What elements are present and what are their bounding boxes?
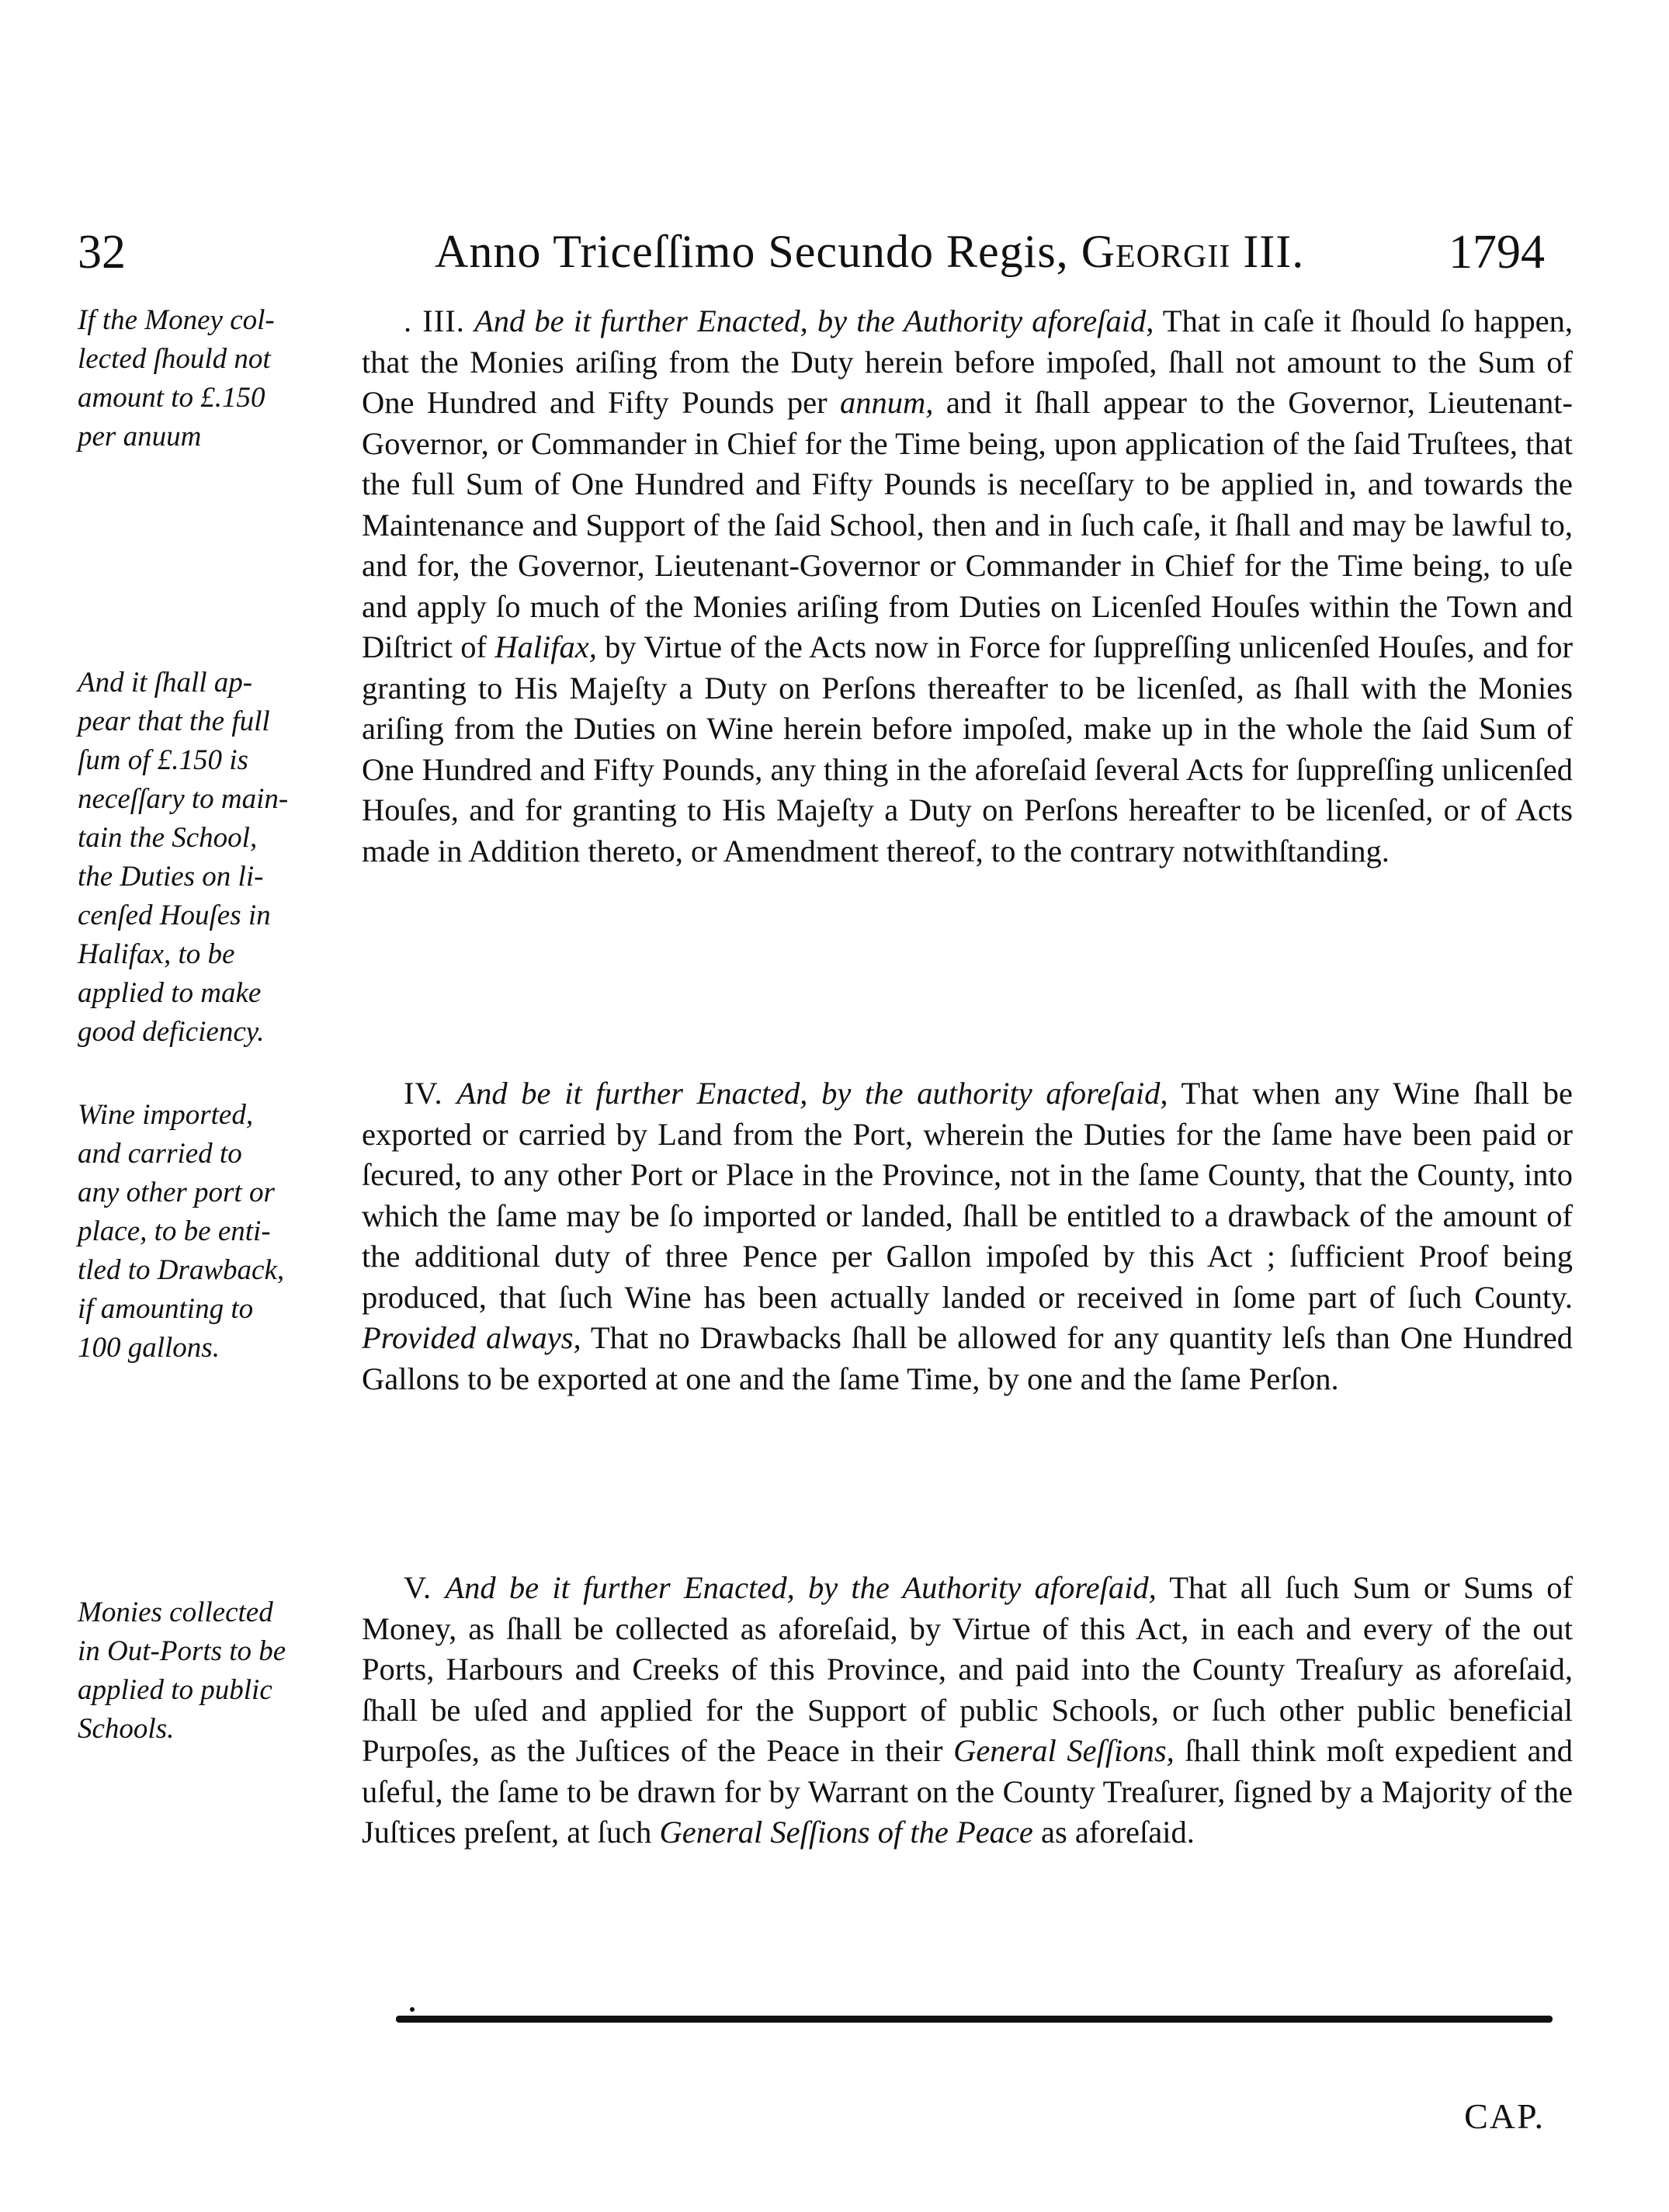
margin-note-line: pear that the full: [78, 706, 270, 737]
margin-note-line: tain the School,: [78, 822, 258, 854]
closing-rule: [396, 2016, 1553, 2023]
section-text: That when any Wine ſhall be exported or carried by Land from the Port, wherein the Duties for the ſame have been paid or ſecured, to any other Port or Place in the Province, not in the ſame County, that the County, into which the ſame may be ſo imported or landed, ſhall be entitled to a drawback of the amount of the additional duty of three Pence per Gallon impoſed by this Act ; ſufficient Proof being produced, that ſuch Wine has been actually landed or received in ſome part of ſuch County.: [362, 1076, 1573, 1315]
margin-note-line: Schools.: [78, 1713, 175, 1745]
section-4: [362, 1073, 1573, 1399]
margin-note-line: And it ſhall ap-: [78, 667, 253, 699]
year: 1794: [1449, 226, 1545, 279]
margin-note-line: Monies collected: [78, 1597, 273, 1628]
margin-note-line: Wine imported,: [78, 1099, 254, 1131]
margin-note-line: the Duties on li-: [78, 861, 264, 893]
proviso: Provided always,: [362, 1320, 581, 1355]
section-text: and it ſhall appear to the Governor, Lieutenant-Governor, or Commander in Chief for the Time being, upon application of the ſaid Truſtees, that the full Sum of One Hundred and Fifty Pounds is neceſſary to be applied in, and towards the Maintenance and Support of the ſaid School, then and in ſuch caſe, it ſhall and may be lawful to, and for, the Governor, Lieutenant-Governor or Commander in Chief for the Time being, to uſe and apply ſo much of the Monies ariſing from Duties on Licenſed Houſes within the Town and Diſtrict of: [362, 385, 1574, 664]
margin-note-line: good deficiency.: [78, 1016, 265, 1048]
section-italic: annum,: [840, 385, 934, 420]
catchword: CAP.: [1464, 2096, 1545, 2136]
section-text: That in caſe it ſhould ſo happen, that the Monies ariſing from the Duty herein before impoſed, ſhall not amount to the Sum of One Hundred and Fifty Pounds per: [362, 303, 1574, 420]
section-italic: General Seſſions of the Peace: [659, 1815, 1033, 1850]
margin-note-2: [78, 664, 334, 1052]
margin-note-line: neceſſary to main-: [78, 783, 289, 815]
section-number: IV.: [404, 1076, 443, 1111]
margin-note-line: ſum of £.150 is: [78, 744, 248, 776]
margin-note-line: amount to £.150: [78, 382, 265, 414]
section-text: That no Drawbacks ſhall be allowed for any quantity leſs than One Hundred Gallons to be exported at one and the ſame Time, by one and the ſame Perſon.: [362, 1320, 1574, 1396]
margin-note-line: If the Money col-: [78, 304, 275, 336]
margin-note-line: per anuum: [78, 421, 202, 452]
section-number: V.: [404, 1570, 432, 1605]
margin-note-line: applied to make: [78, 977, 262, 1009]
margin-note-line: applied to public: [78, 1674, 272, 1706]
section-text: by Virtue of the Acts now in Force for ſuppreſſing unlicenſed Houſes, and for granting to His Majeſty a Duty on Perſons thereafter to be licenſed, as ſhall with the Monies ariſing from the Duties on Wine herein before impoſed, make up in the whole the ſaid Sum of One Hundred and Fifty Pounds, any thing in the aforeſaid ſeveral Acts for ſuppreſſing unlicenſed Houſes, and for granting to His Majeſty a Duty on Perſons hereafter to be licenſed, or of Acts made in Addition thereto, or Amendment thereof, to the contrary notwithſtanding.: [362, 629, 1574, 869]
margin-note-line: 100 gallons.: [78, 1332, 220, 1364]
enacting-clause: And be it further Enacted, by the Authority aforeſaid,: [474, 303, 1154, 338]
margin-note-3: [78, 1096, 334, 1368]
section-number: . III.: [404, 303, 465, 338]
margin-note-line: lected ſhould not: [78, 343, 271, 375]
page-number: 32: [78, 226, 126, 279]
margin-note-line: any other port or: [78, 1177, 275, 1208]
section-3: [362, 301, 1573, 872]
margin-note-line: if amounting to: [78, 1293, 254, 1325]
margin-note-line: place, to be enti-: [78, 1215, 271, 1247]
margin-note-line: in Out-Ports to be: [78, 1635, 286, 1667]
running-head: [78, 225, 1545, 287]
margin-note-4: [78, 1593, 334, 1749]
place-name: Halifax,: [494, 629, 597, 664]
enacting-clause: And be it further Enacted, by the authority aforeſaid,: [456, 1076, 1168, 1111]
enacting-clause: And be it further Enacted, by the Authority aforeſaid,: [445, 1570, 1157, 1605]
margin-note-line: cenſed Houſes in: [78, 900, 271, 931]
running-title-king: Georgii III.: [1081, 226, 1305, 277]
margin-note-line: Halifax, to be: [78, 938, 235, 970]
rule-ornament: [410, 2007, 415, 2012]
section-italic: General Seſſions,: [953, 1733, 1175, 1768]
section-text: as aforeſaid.: [1041, 1815, 1195, 1850]
section-text: That all ſuch Sum or Sums of Money, as ſhall be collected as aforeſaid, by Virtue of this Act, in each and every of the out Ports, Harbours and Creeks of this Province, and paid into the County Treaſury as aforeſaid, ſhall be uſed and applied for the Support of public Schools, or ſuch other public beneficial Purpoſes, as the Juſtices of the Peace in their: [362, 1570, 1574, 1768]
margin-note-1: [78, 301, 334, 456]
section-text: ſhall think moſt expedient and uſeful, the ſame to be drawn for by Warrant on the County Treaſurer, ſigned by a Majority of the Juſtices preſent, at ſuch: [362, 1733, 1573, 1850]
running-title-prefix: Anno Triceſſimo Secundo Regis,: [435, 226, 1069, 277]
margin-note-line: and carried to: [78, 1138, 242, 1170]
section-5: [362, 1568, 1573, 1853]
running-title: [435, 225, 1304, 279]
margin-note-line: tled to Drawback,: [78, 1254, 285, 1286]
